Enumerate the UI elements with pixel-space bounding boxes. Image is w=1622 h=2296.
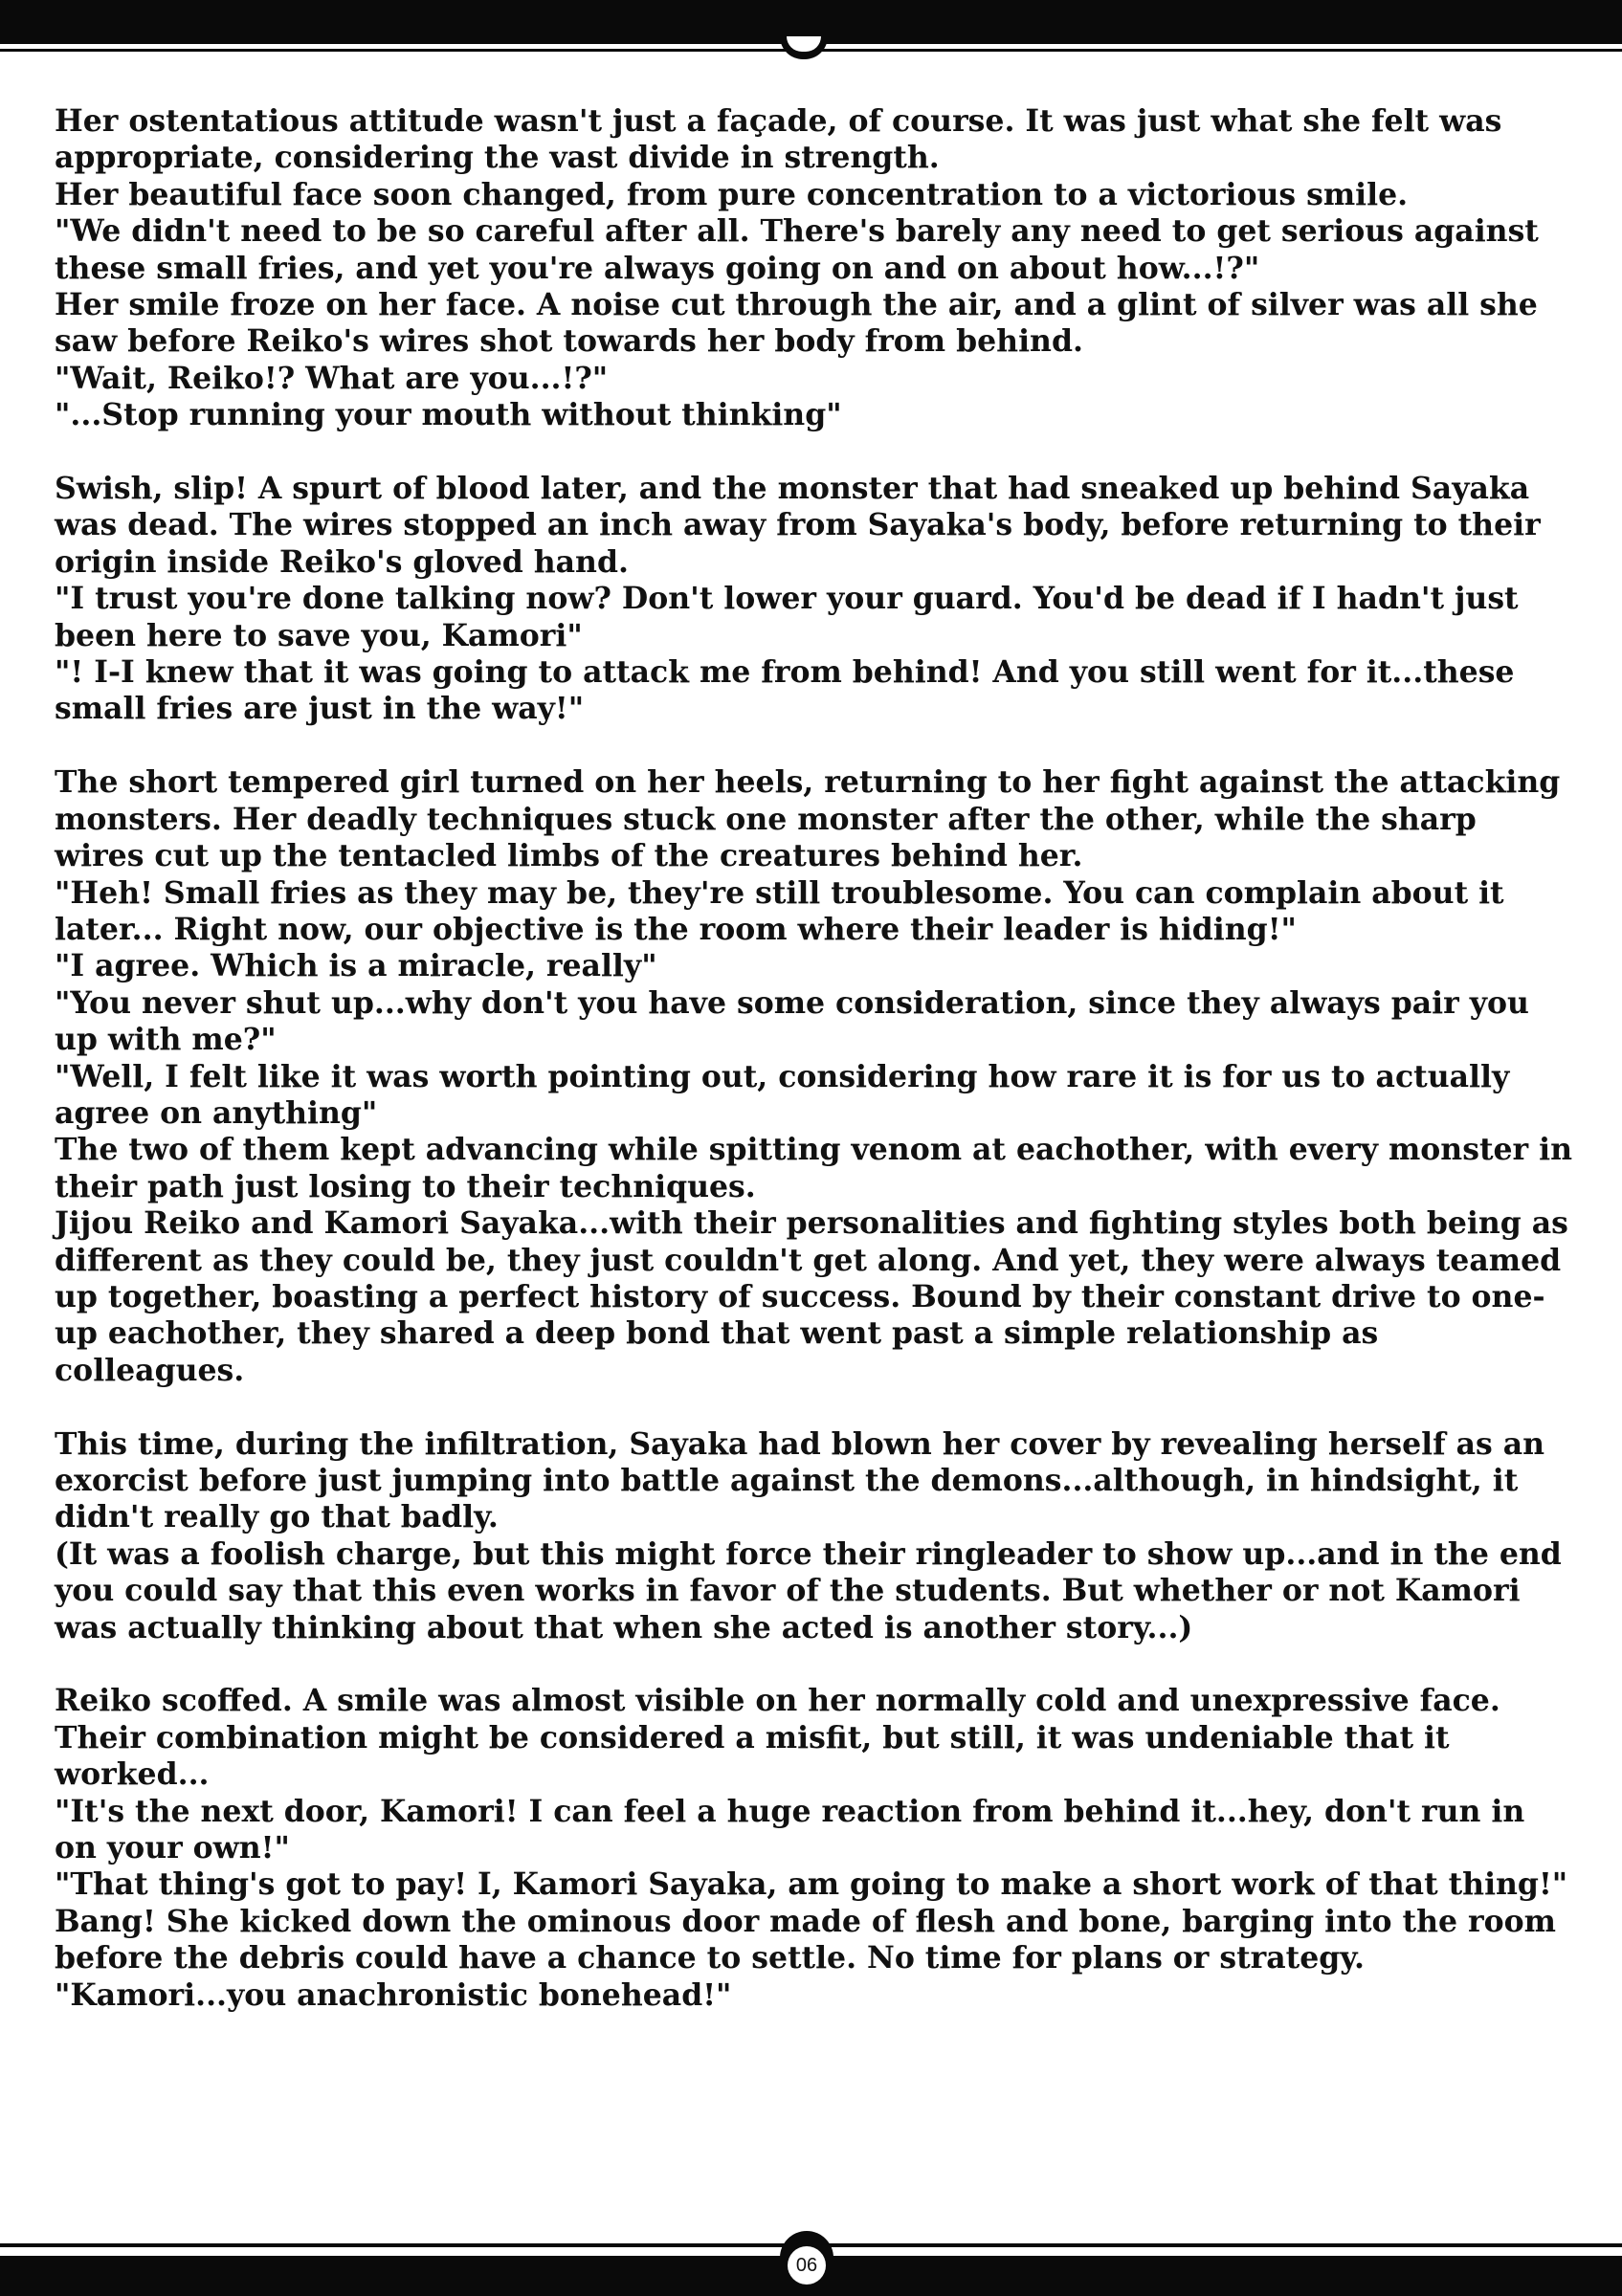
text-line: "Kamori...you anachronistic bonehead!" xyxy=(55,1976,732,2013)
text-line: "Heh! Small fries as they may be, they're still troublesome. You can complain about it later... Right now, our objective is the room where their leader is hiding!" xyxy=(55,874,1504,947)
text-line: "! I-I knew that it was going to attack me from behind! And you still went for it...these small fries are just in the way!" xyxy=(55,654,1515,727)
text-line: "Well, I felt like it was worth pointing out, considering how rare it is for us to actually agree on anything" xyxy=(55,1058,1510,1131)
text-line: "Wait, Reiko!? What are you...!?" xyxy=(55,360,609,396)
page-number: 06 xyxy=(788,2246,826,2285)
text-line: Her beautiful face soon changed, from pure concentration to a victorious smile. xyxy=(55,176,1409,212)
text-line: Her ostentatious attitude wasn't just a façade, of course. It was just what she felt was appropriate, considering the vast divide in strength. xyxy=(55,103,1502,176)
paragraph-5 xyxy=(55,1683,1576,2014)
text-line: "I trust you're done talking now? Don't lower your guard. You'd be dead if I hadn't just been here to save you, Kamori" xyxy=(55,581,1519,653)
paragraph-3 xyxy=(55,764,1576,1389)
text-line: Swish, slip! A spurt of blood later, and the monster that had sneaked up behind Sayaka was dead. The wires stopped an inch away from Sayaka's body, before returning to their origin inside Reiko's gloved hand. xyxy=(55,471,1541,580)
paragraph-1 xyxy=(55,103,1576,434)
text-line: "I agree. Which is a miracle, really" xyxy=(55,948,657,984)
text-line: "That thing's got to pay! I, Kamori Sayaka, am going to make a short work of that thing!" xyxy=(55,1866,1568,1903)
text-line: The short tempered girl turned on her heels, returning to her fight against the attacking monsters. Her deadly techniques stuck one monster after the other, while the sharp wires cut up the tentacled limbs of the creatures behind her. xyxy=(55,764,1561,874)
text-line: "...Stop running your mouth without thinking" xyxy=(55,397,842,433)
text-line: "We didn't need to be so careful after all. There's barely any need to get serious against these small fries, and yet you're always going on and on about how...!?" xyxy=(55,213,1539,286)
text-line: Bang! She kicked down the ominous door made of flesh and bone, barging into the room before the debris could have a chance to settle. No time for plans or strategy. xyxy=(55,1903,1556,1976)
text-line: "It's the next door, Kamori! I can feel a huge reaction from behind it...hey, don't run in on your own!" xyxy=(55,1793,1525,1866)
text-line: The two of them kept advancing while spitting venom at eachother, with every monster in their path just losing to their techniques. xyxy=(55,1132,1572,1204)
text-line: Their combination might be considered a misfit, but still, it was undeniable that it worked... xyxy=(55,1719,1450,1793)
text-line: "You never shut up...why don't you have some consideration, since they always pair you up with me?" xyxy=(55,984,1529,1058)
story-text xyxy=(55,103,1576,2050)
text-line: Her smile froze on her face. A noise cut through the air, and a glint of silver was all she saw before Reiko's wires shot towards her body from behind. xyxy=(55,287,1538,360)
paragraph-2 xyxy=(55,471,1576,728)
text-line: Reiko scoffed. A smile was almost visible on her normally cold and unexpressive face. xyxy=(55,1683,1500,1719)
text-line: This time, during the infiltration, Sayaka had blown her cover by revealing herself as an exorcist before just jumping into battle against the demons...although, in hindsight, it didn't really go that badly. xyxy=(55,1425,1545,1535)
text-line: Jijou Reiko and Kamori Sayaka...with their personalities and fighting styles both being as different as they could be, they just couldn't get along. And yet, they were always teamed up together, boasting a perfect history of success. Bound by their constant drive to one-up eachother, they shared a deep bond that went past a simple relationship as colleagues. xyxy=(55,1205,1568,1388)
text-line: (It was a foolish charge, but this might force their ringleader to show up...and in the end you could say that this even works in favor of the students. But whether or not Kamori was actually thinking about that when she acted is another story...) xyxy=(55,1535,1562,1645)
paragraph-4 xyxy=(55,1426,1576,1646)
